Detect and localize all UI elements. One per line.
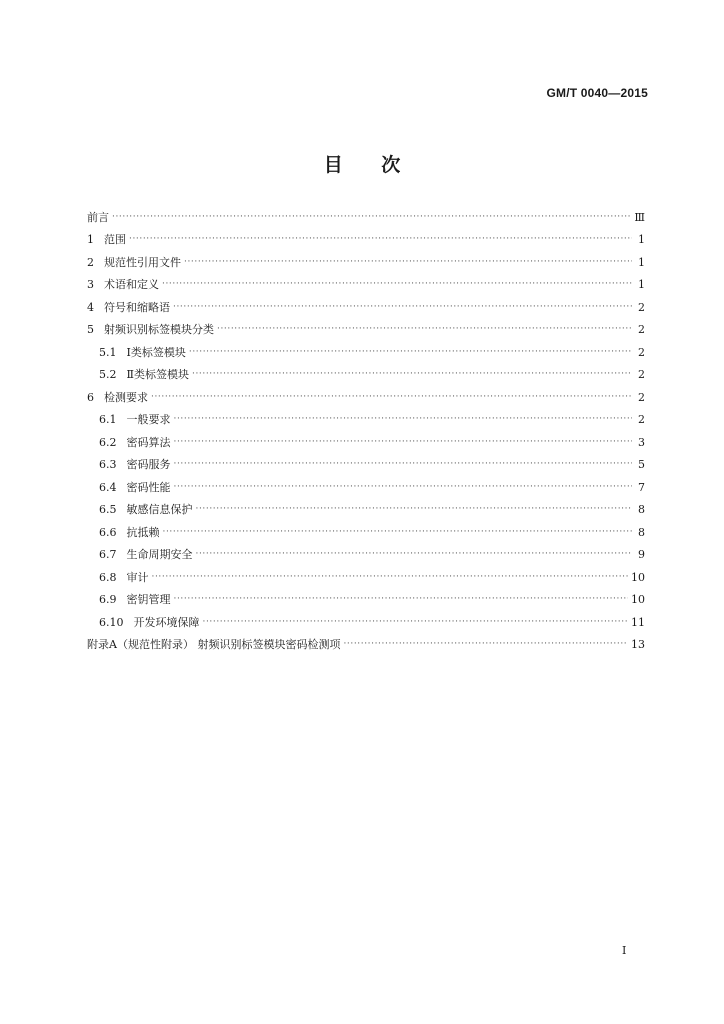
toc-entry-page: 1 [638, 255, 645, 269]
toc-entry-label [99, 347, 186, 358]
toc-leader-dots [217, 325, 632, 334]
toc-entry-page: 10 [631, 593, 645, 607]
toc-entry[interactable] [87, 296, 645, 319]
toc-entry[interactable] [87, 274, 645, 297]
toc-leader-dots [174, 595, 629, 604]
toc-entry-number: 6.10 [99, 615, 124, 629]
toc-leader-dots [189, 348, 632, 357]
toc-entry-number: 1 [87, 233, 94, 247]
toc-leader-dots [151, 393, 632, 402]
toc-entry[interactable] [87, 499, 645, 522]
toc-entry-page: 2 [638, 345, 645, 359]
toc-leader-dots [162, 280, 632, 289]
toc-entry-title: 附录A（规范性附录） 射频识别标签模块密码检测项 [87, 638, 341, 652]
toc-entry-title: 前言 [87, 210, 109, 224]
toc-entry-title: 抗抵赖 [126, 525, 160, 539]
toc-entry-page: 13 [631, 638, 645, 652]
toc-entry-number: 6.3 [99, 458, 117, 472]
toc-entry-page: 2 [638, 368, 645, 382]
toc-entry-page: Ⅲ [634, 210, 645, 224]
toc-entry-label [87, 257, 181, 268]
toc-entry-title: Ⅰ类标签模块 [126, 345, 186, 359]
toc-leader-dots [196, 505, 633, 514]
toc-entry[interactable] [87, 521, 645, 544]
toc-entry-label [99, 617, 200, 628]
toc-entry-label [99, 414, 171, 425]
toc-entry-number: 4 [87, 300, 94, 314]
toc-entry-label [87, 234, 126, 245]
toc-entry-number: 6.6 [99, 525, 117, 539]
toc-entry[interactable] [87, 634, 645, 657]
toc-entry-label [99, 594, 171, 605]
toc-entry[interactable] [87, 431, 645, 454]
toc-entry-page: 11 [631, 615, 645, 629]
toc-entry-title: 密码算法 [126, 435, 171, 449]
toc-entry-title: 一般要求 [126, 413, 171, 427]
toc-entry-label [99, 437, 171, 448]
toc-entry[interactable] [87, 386, 645, 409]
toc-entry-label [87, 324, 214, 335]
toc-entry-title: 开发环境保障 [133, 615, 200, 629]
toc-entry[interactable] [87, 229, 645, 252]
toc-entry-title: 密码性能 [126, 480, 171, 494]
toc-entry-page: 1 [638, 278, 645, 292]
toc-entry[interactable] [87, 476, 645, 499]
toc-entry-label [99, 504, 193, 515]
toc-entry-number: 6.4 [99, 480, 117, 494]
toc-entry-page: 3 [638, 435, 645, 449]
toc-entry-label [99, 549, 193, 560]
toc-entry-label [99, 369, 189, 380]
toc-entry-number: 5.1 [99, 345, 117, 359]
toc-leader-dots [173, 303, 632, 312]
toc-entry-page: 2 [638, 300, 645, 314]
toc-entry-page: 2 [638, 413, 645, 427]
toc-entry-label [87, 302, 170, 313]
toc-entry-title: 审计 [126, 570, 149, 584]
toc-entry-label [87, 639, 340, 650]
toc-entry-page: 8 [638, 525, 645, 539]
toc-entry[interactable] [87, 251, 645, 274]
toc-leader-dots [112, 213, 631, 222]
table-of-contents [87, 206, 645, 656]
toc-entry-title: 范围 [104, 233, 126, 247]
page-title: 目 次 [323, 154, 401, 176]
toc-entry-number: 6.1 [99, 413, 117, 427]
toc-entry-title: 密钥管理 [126, 593, 171, 607]
toc-entry-title: 生命周期安全 [126, 548, 193, 562]
toc-entry-label [99, 572, 149, 583]
toc-entry-number: 6 [87, 390, 94, 404]
toc-entry[interactable] [87, 589, 645, 612]
toc-leader-dots [343, 640, 628, 649]
toc-entry-number: 5 [87, 323, 94, 337]
toc-entry-label [87, 279, 159, 290]
toc-leader-dots [174, 460, 633, 469]
toc-leader-dots [129, 235, 632, 244]
toc-entry-number: 6.2 [99, 435, 117, 449]
toc-entry-number: 5.2 [99, 368, 117, 382]
toc-entry-title: 射频识别标签模块分类 [104, 323, 214, 337]
toc-entry-number: 3 [87, 278, 94, 292]
toc-entry[interactable] [87, 566, 645, 589]
toc-entry-title: 敏感信息保护 [126, 503, 193, 517]
toc-entry-title: 术语和定义 [104, 278, 159, 292]
toc-entry-page: 8 [638, 503, 645, 517]
toc-entry[interactable] [87, 611, 645, 634]
toc-leader-dots [184, 258, 632, 267]
toc-entry[interactable] [87, 409, 645, 432]
toc-entry-page: 10 [631, 570, 645, 584]
toc-entry-label [87, 212, 109, 223]
toc-entry-title: Ⅱ类标签模块 [126, 368, 189, 382]
toc-entry-page: 2 [638, 390, 645, 404]
toc-entry-title: 密码服务 [126, 458, 171, 472]
page-number: I [622, 944, 627, 957]
toc-leader-dots [174, 483, 633, 492]
toc-entry-page: 2 [638, 323, 645, 337]
toc-entry-number: 6.7 [99, 548, 117, 562]
toc-leader-dots [174, 438, 633, 447]
toc-entry-label [87, 392, 148, 403]
toc-entry-page: 5 [638, 458, 645, 472]
toc-entry-label [99, 527, 160, 538]
toc-leader-dots [196, 550, 633, 559]
toc-leader-dots [192, 370, 632, 379]
toc-entry[interactable] [87, 364, 645, 387]
toc-leader-dots [152, 573, 629, 582]
toc-entry[interactable] [87, 319, 645, 342]
toc-entry-number: 2 [87, 255, 94, 269]
toc-entry-title: 符号和缩略语 [104, 300, 170, 314]
toc-entry-page: 1 [638, 233, 645, 247]
toc-entry[interactable] [87, 341, 645, 364]
toc-leader-dots [163, 528, 633, 537]
toc-entry-label [99, 459, 171, 470]
toc-entry-number: 6.8 [99, 570, 117, 584]
toc-entry[interactable] [87, 206, 645, 229]
toc-entry-number: 6.5 [99, 503, 117, 517]
toc-leader-dots [174, 415, 633, 424]
toc-entry-number: 6.9 [99, 593, 117, 607]
standard-code: GM/T 0040—2015 [546, 86, 648, 100]
toc-leader-dots [203, 618, 629, 627]
toc-entry-label [99, 482, 171, 493]
toc-entry-page: 9 [638, 548, 645, 562]
toc-entry[interactable] [87, 454, 645, 477]
toc-entry-title: 规范性引用文件 [104, 255, 181, 269]
toc-entry-title: 检测要求 [104, 390, 148, 404]
toc-entry-page: 7 [638, 480, 645, 494]
toc-entry[interactable] [87, 544, 645, 567]
